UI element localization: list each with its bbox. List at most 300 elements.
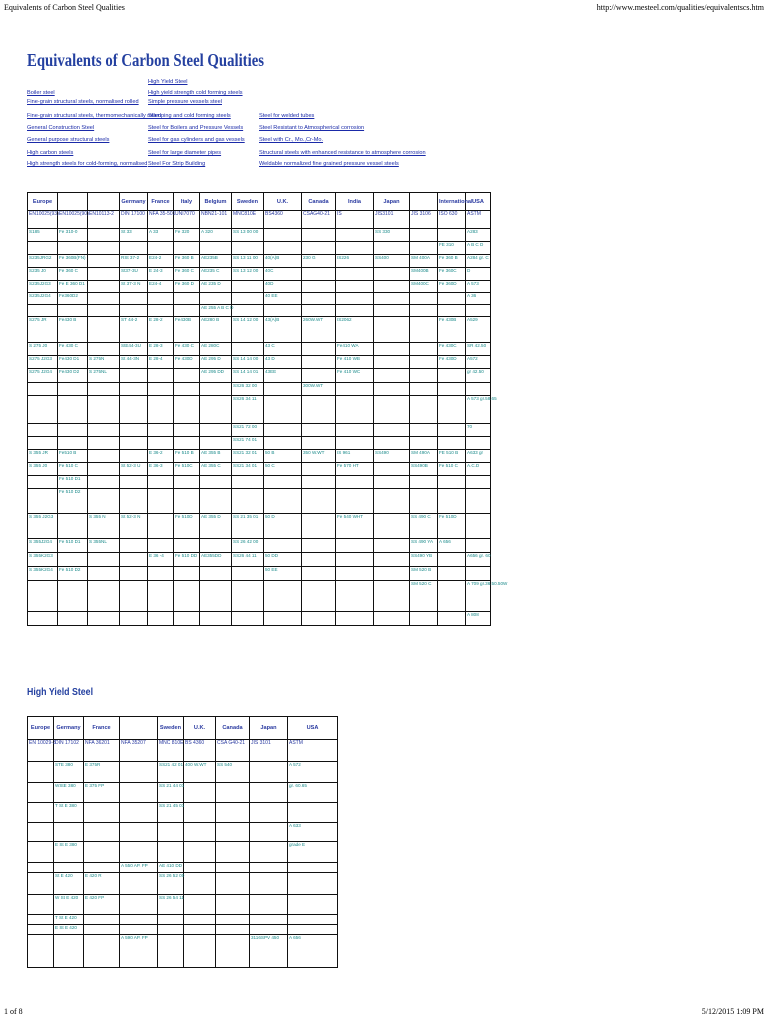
table-cell: 50 B [264,450,302,463]
table-header-row [28,193,491,211]
table-cell: 43 D [264,356,302,369]
table-cell [28,895,54,915]
table-cell: 400 W.WT [184,762,216,783]
table-cell: A 320 [200,229,232,242]
table-cell [58,437,88,450]
table-cell [28,383,58,396]
table-cell [88,383,120,396]
table-cell: E St E 420 [54,925,84,935]
table-cell [28,762,54,783]
table-cell [302,343,336,356]
table-cell [216,873,250,895]
table-cell: A 572 [288,762,338,783]
table-cell [120,581,148,612]
table-cell: IS226 [336,255,374,268]
table-cell [120,842,158,863]
table-cell [466,514,491,539]
table-cell [84,915,120,925]
link-fine-grain-thermomechanical[interactable]: Fine-grain structural steels, thermomechanically rolled [27,113,161,119]
table-cell [250,842,288,863]
table-cell: St 52-3 U [120,463,148,476]
table-cell [216,925,250,935]
table-cell [264,242,302,255]
link-fine-grain-normalised[interactable]: Fine-grain structural steels, normalised rolled [27,99,139,105]
table-cell: ASTM [288,740,338,762]
table-cell [54,935,84,968]
table-cell: SS 490 C [410,514,438,539]
table-cell: S235 J0 [28,268,58,281]
table-cell: France [148,193,174,211]
table-row [28,895,338,915]
table-cell [264,539,302,553]
table-cell [374,581,410,612]
table-cell: Fe 310-0 [58,229,88,242]
table-cell: Canada [216,717,250,740]
table-cell [58,424,88,437]
table-cell [336,305,374,317]
table-cell: S275 J2G3 [28,356,58,369]
link-welded-tubes[interactable]: Steel for welded tubes [259,113,315,119]
link-simple-pressure-vessels[interactable]: Simple pressure vessels steel [148,99,222,105]
table-cell [88,255,120,268]
link-high-yield-cold-forming[interactable]: High yield strength cold forming steels [148,90,243,96]
table-cell [466,305,491,317]
table-cell [120,539,148,553]
table-cell: SS490B [410,463,438,476]
table-row [28,489,491,514]
table-cell [120,424,148,437]
table-cell [374,553,410,567]
table-cell [302,463,336,476]
table-cell: Fe E 360 D1 [58,281,88,293]
table-cell: SS21 74 01 [232,437,264,450]
table-cell [336,281,374,293]
table-cell [302,268,336,281]
link-cr-mo-steel[interactable]: Steel with Cr., Mo.,Cr-Mo. [259,137,324,143]
table-cell [148,383,174,396]
table-cell [58,305,88,317]
table-cell [88,396,120,424]
table-cell: 50 EE [264,567,302,581]
link-stamping-cold-forming[interactable]: Stamping and cold forming steels [148,113,231,119]
link-general-construction[interactable]: General Construction Steel [27,125,95,131]
table-row [28,803,338,823]
table-cell [374,281,410,293]
table-cell: A283 [466,229,491,242]
table-cell: CSAG40-21 [302,211,336,229]
table-cell [148,293,174,305]
table-cell: SS 26 42 00 [232,539,264,553]
table-cell [184,823,216,842]
table-cell: S275 JR [28,317,58,343]
table-cell [410,437,438,450]
table-cell [374,242,410,255]
table-cell [264,424,302,437]
table-row [28,823,338,842]
table-cell [232,489,264,514]
table-cell: EN 10029-3 [28,740,54,762]
table-cell: International [438,193,466,211]
table-cell: S 355K2G3 [28,553,58,567]
table-cell: UNI7070 [174,211,200,229]
table-row [28,281,491,293]
table-cell: Fe 510C [174,463,200,476]
table-cell [410,476,438,489]
table-cell: T St E 420 [54,915,84,925]
table-cell [438,489,466,514]
table-cell: Fe 510 D1 [58,539,88,553]
table-cell [216,842,250,863]
table-standards-row [28,740,338,762]
table-cell [54,863,84,873]
table-cell [88,437,120,450]
table-cell: A 656 [438,539,466,553]
table-cell [174,424,200,437]
link-high-yield-steel[interactable]: High Yield Steel [148,79,188,85]
table-cell: SS 490 YA [410,539,438,553]
table-cell [302,553,336,567]
table-row [28,356,491,369]
table-cell [120,803,158,823]
table-cell [216,863,250,873]
table-cell: Fe 510 DD [174,553,200,567]
table-cell [410,343,438,356]
table-cell [28,935,54,968]
link-strip-building[interactable]: Steel For Strip Building [148,161,206,167]
table-cell: A529 [466,317,491,343]
table-cell [336,383,374,396]
table-cell [120,476,148,489]
table-cell [374,489,410,514]
table-cell: Fe 360B(FN) [58,255,88,268]
table-cell [336,242,374,255]
table-cell: SS490 [374,450,410,463]
table-cell [200,476,232,489]
table-cell [174,437,200,450]
table-cell: CSA G40-21 [216,740,250,762]
table-cell [288,915,338,925]
table-cell [84,925,120,935]
table-cell [84,823,120,842]
table-cell [120,783,158,803]
table-cell [302,242,336,255]
table-cell: ISO 630 [438,211,466,229]
table-cell [336,437,374,450]
table-cell: E 28-2 [148,317,174,343]
table-cell [336,581,374,612]
table-cell: SS 21 44 01 [158,783,184,803]
table-cell: Fe 510D [174,514,200,539]
table-cell [28,489,58,514]
link-gas-cylinders[interactable]: Steel for gas cylinders and gas vessels [148,137,245,143]
table-cell: A284 gr. C [466,255,491,268]
table-cell [466,476,491,489]
table-cell: S 355K2G4 [28,567,58,581]
table-cell [264,383,302,396]
table-cell: St 44-3N [120,356,148,369]
table-cell [184,895,216,915]
table-cell: AE 295 DD [200,369,232,383]
table-cell: IS [336,211,374,229]
table-cell: 260W.WT [302,317,336,343]
table-cell: Fe 430D [174,356,200,369]
link-boiler-steel[interactable]: Boiler steel [27,90,55,96]
table-row [28,383,491,396]
table-cell: BS 4360 [184,740,216,762]
table-cell [88,305,120,317]
table-cell [58,383,88,396]
table-cell [250,925,288,935]
table-cell [374,612,410,626]
table-cell: NFA 36201 [84,740,120,762]
link-high-carbon[interactable]: High carbon steels [27,150,74,156]
table-cell [120,823,158,842]
table-cell [148,514,174,539]
table-cell [120,305,148,317]
table-cell: S185 [28,229,58,242]
table-cell [120,242,148,255]
table-cell: JIS 3106 [410,211,438,229]
table-cell: SS 330 [374,229,410,242]
table-cell [264,305,302,317]
table-cell [120,553,148,567]
table-cell [158,935,184,968]
table-cell [184,925,216,935]
table-cell: SS21 42 01 [158,762,184,783]
table-cell [120,915,158,925]
table-cell [28,612,58,626]
link-large-diameter-pipes[interactable]: Steel for large diameter pipes [148,150,222,156]
table-cell [88,553,120,567]
table-cell: IS 961 [336,450,374,463]
table-cell [336,489,374,514]
table-cell: E 28-3 [148,343,174,356]
table-cell [438,305,466,317]
table-cell: SS26 32 00 [232,383,264,396]
table-cell: 40(A)B [264,255,302,268]
table-row [28,229,491,242]
table-row [28,863,338,873]
table-cell [410,293,438,305]
table-cell [466,437,491,450]
table-cell: U.K. [184,717,216,740]
table-cell: St37-3U [120,268,148,281]
table-cell: 40C [264,268,302,281]
table-cell [410,305,438,317]
table-cell [148,305,174,317]
table-row [28,581,491,612]
table-cell: 40D [264,281,302,293]
table-cell [58,612,88,626]
table-cell: Fe410 WA [336,343,374,356]
table-cell: 40 EE [264,293,302,305]
table-cell [288,863,338,873]
table-cell [88,489,120,514]
table-cell [250,823,288,842]
table-cell [148,567,174,581]
table-cell [374,343,410,356]
table-cell [28,863,54,873]
table-cell: S 355NL [88,539,120,553]
table-cell [410,383,438,396]
table-cell: E 28-4 [148,356,174,369]
table-cell [148,581,174,612]
table-cell [148,612,174,626]
table-cell [88,424,120,437]
table-cell [438,396,466,424]
table-cell [374,463,410,476]
table-cell [58,193,88,211]
link-weldable-normalized[interactable]: Weldable normalized fine grained pressure vessel steels [259,161,399,167]
table-cell: AE 295 D [200,356,232,369]
table-cell [58,514,88,539]
table-cell: E 420 R [84,873,120,895]
table-cell [264,476,302,489]
table-cell [88,343,120,356]
table-cell [232,281,264,293]
table-cell [302,305,336,317]
table-cell [438,293,466,305]
table-row [28,915,338,925]
table-cell: A 550 AP. FP [120,863,158,873]
table-cell [120,396,148,424]
table-cell: Fe 360 B [438,255,466,268]
table-cell [374,476,410,489]
table-cell [120,873,158,895]
table-cell [28,915,54,925]
table-cell [184,873,216,895]
table-cell [174,369,200,383]
table-cell [200,437,232,450]
table-cell: S 275N [88,356,120,369]
table-cell: St 52-3 N [120,514,148,539]
link-high-strength-cold-forming[interactable]: High strength steels for cold-forming, normalised [27,161,148,167]
table-cell: S 355 JR [28,450,58,463]
table-cell [374,268,410,281]
table-cell: JIS 3101 [250,740,288,762]
link-general-purpose-structural[interactable]: General purpose structural steels [27,137,110,143]
table-cell [174,539,200,553]
table-cell: SS21 34 01 [232,463,264,476]
table-cell [148,424,174,437]
table-cell [184,863,216,873]
table-cell [174,396,200,424]
table-cell: Fe 360D [438,281,466,293]
table-cell [120,450,148,463]
table-cell: DIN 17100 [120,211,148,229]
table-cell [88,450,120,463]
table-cell: Europe [28,717,54,740]
table-cell: SS400 [374,255,410,268]
link-atmospherical-corrosion[interactable]: Steel Resistant to Atmospherical corrosion [259,125,365,131]
table-cell: MNC810E [232,211,264,229]
table-cell [232,242,264,255]
table-cell [148,489,174,514]
table-cell [438,383,466,396]
table-cell: Fe 320 [174,229,200,242]
table-cell [174,489,200,514]
table-cell [232,476,264,489]
table-row [28,343,491,356]
table-cell [200,539,232,553]
table-cell [28,925,54,935]
table-cell: ASTM [466,211,491,229]
table-cell: SM 520 C [410,581,438,612]
table-cell [174,567,200,581]
table-row [28,612,491,626]
table-cell: AE 355 B [200,450,232,463]
table-cell: SS 26 54 11 [158,895,184,915]
table-cell: Fe 510 B [174,450,200,463]
table-cell [184,783,216,803]
table-cell [120,369,148,383]
link-structural-enhanced-resistance[interactable]: Structural steels with enhanced resistance to atmosphere corrosion [259,150,426,156]
table-cell: E 375 FP [84,783,120,803]
table-cell: Fe 410 WC [336,369,374,383]
table-cell: SM 490A [410,450,438,463]
table-cell [88,242,120,255]
table-cell: SR 42.50 [466,343,491,356]
table-cell [84,863,120,873]
high-yield-table [27,716,338,968]
table-cell: SS 14 14 00 [232,356,264,369]
table-cell [28,242,58,255]
table-cell [264,489,302,514]
table-cell: 300W.WT [302,383,336,396]
table-cell: A656 gr. 60 [466,553,491,567]
table-cell [28,305,58,317]
table-cell: S 275 J0 [28,343,58,356]
table-cell [184,915,216,925]
table-cell: T St E 380 [54,803,84,823]
table-cell: 350 W.WT [302,450,336,463]
table-cell [410,489,438,514]
table-cell: Fe430 D1 [58,356,88,369]
table-row [28,842,338,863]
table-cell: S 355 J0 [28,463,58,476]
table-cell: E 375R [84,762,120,783]
table-cell: Belgium [200,193,232,211]
link-boilers-pressure-vessels[interactable]: Steel for Boilers and Pressure Vessels [148,125,244,131]
table-cell: SM400C [410,281,438,293]
table-cell [184,803,216,823]
table-cell [374,317,410,343]
table-cell [250,803,288,823]
table-row [28,463,491,476]
table-cell [120,437,148,450]
table-cell: Fe430 B [58,317,88,343]
table-cell: 50 C [264,463,302,476]
table-cell [438,437,466,450]
table-cell [120,612,148,626]
table-cell: SS26 34 11 [232,396,264,424]
table-cell [232,343,264,356]
table-cell: Fe 430 C [58,343,88,356]
table-cell [250,915,288,925]
table-cell [374,305,410,317]
table-cell [302,293,336,305]
table-cell: gr. 60.65 [288,783,338,803]
table-cell: E 24-3 [148,268,174,281]
table-cell [232,567,264,581]
table-cell: Fe430 D2 [58,369,88,383]
table-cell [174,612,200,626]
table-cell: AE355DD [200,553,232,567]
table-cell [200,293,232,305]
table-cell [88,581,120,612]
table-cell [302,437,336,450]
page-title: Equivalents of Carbon Steel Qualities [27,50,265,70]
